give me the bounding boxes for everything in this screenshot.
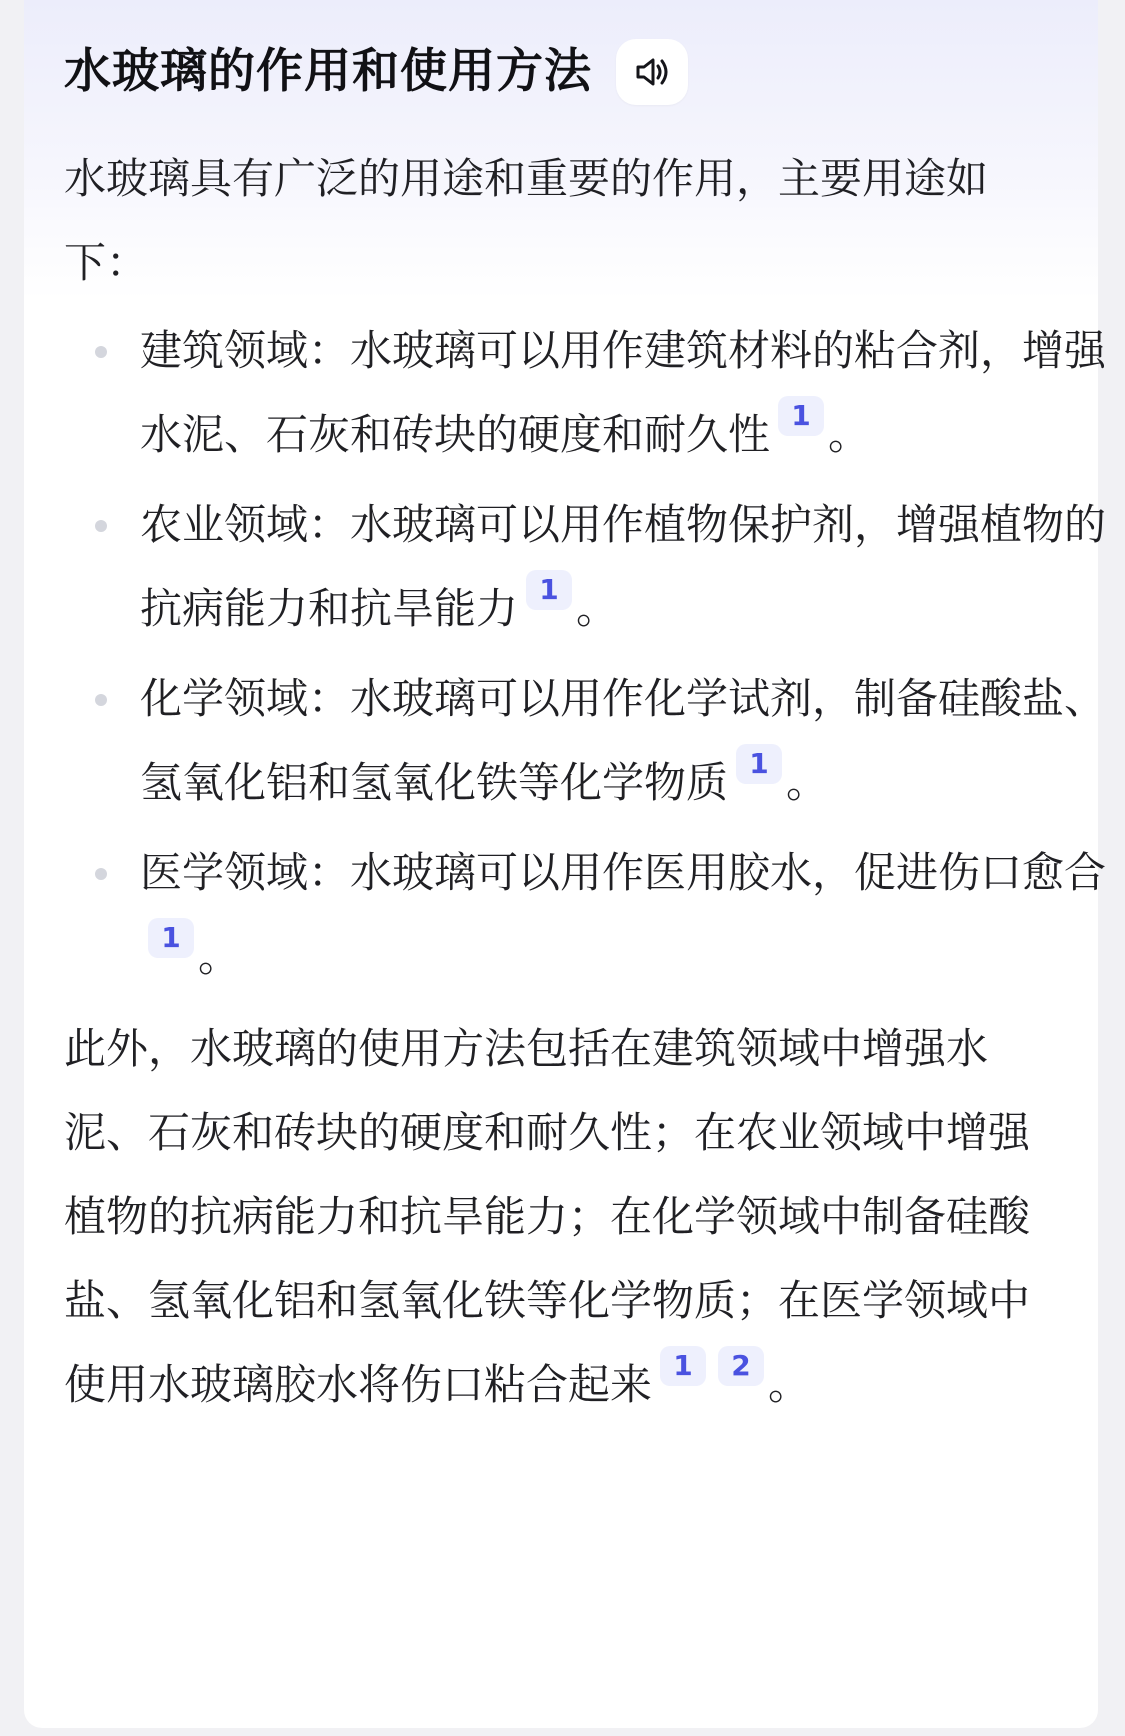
list-item-end: 。 [828,410,871,459]
citation-badge[interactable]: 1 [660,1346,706,1386]
read-aloud-button[interactable] [616,39,688,105]
intro-paragraph: 水玻璃具有广泛的用途和重要的作用，主要用途如下： [64,154,989,287]
bullet-dot [95,868,107,880]
list-item-text: 医学领域：水玻璃可以用作医用胶水，促进伤口愈合 [140,848,1107,897]
citation-badge[interactable]: 1 [778,396,824,436]
list-item [64,483,1125,651]
bullet-dot [95,520,107,532]
bullet-dot [95,694,107,706]
list-item-text: 化学领域：水玻璃可以用作化学试剂，制备硅酸盐、氢氧化铝和氢氧化铁等化学物质 [140,674,1107,807]
speaker-icon [632,52,672,92]
summary-text: 此外，水玻璃的使用方法包括在建筑领域中增强水泥、石灰和砖块的硬度和耐久性；在农业领域中增强植物的抗病能力和抗旱能力；在化学领域中制备硅酸盐、氢氧化铝和氢氧化铁等化学物质；在医学领域中使用水玻璃胶水将伤口粘合起来 [64,1024,1031,1409]
list-item-end: 。 [576,584,619,633]
citation-badge[interactable]: 1 [736,744,782,784]
summary-end: 。 [768,1360,811,1409]
list-item-text: 建筑领域：水玻璃可以用作建筑材料的粘合剂，增强水泥、石灰和砖块的硬度和耐久性 [140,326,1107,459]
list-item-end: 。 [198,932,241,981]
list-item [64,831,1125,999]
list-item-text: 农业领域：水玻璃可以用作植物保护剂，增强植物的抗病能力和抗旱能力 [140,500,1107,633]
title-row [64,30,688,114]
list-item [64,309,1125,477]
bullet-dot [95,346,107,358]
citation-badge[interactable]: 1 [526,570,572,610]
citation-badge[interactable]: 2 [718,1346,764,1386]
list-item [64,657,1125,825]
citation-badge[interactable]: 1 [148,918,194,958]
usage-list [64,309,1107,999]
page-title: 水玻璃的作用和使用方法 [64,44,592,99]
answer-content [64,137,1107,1427]
summary-paragraph [64,1007,1044,1427]
list-item-end: 。 [786,758,829,807]
